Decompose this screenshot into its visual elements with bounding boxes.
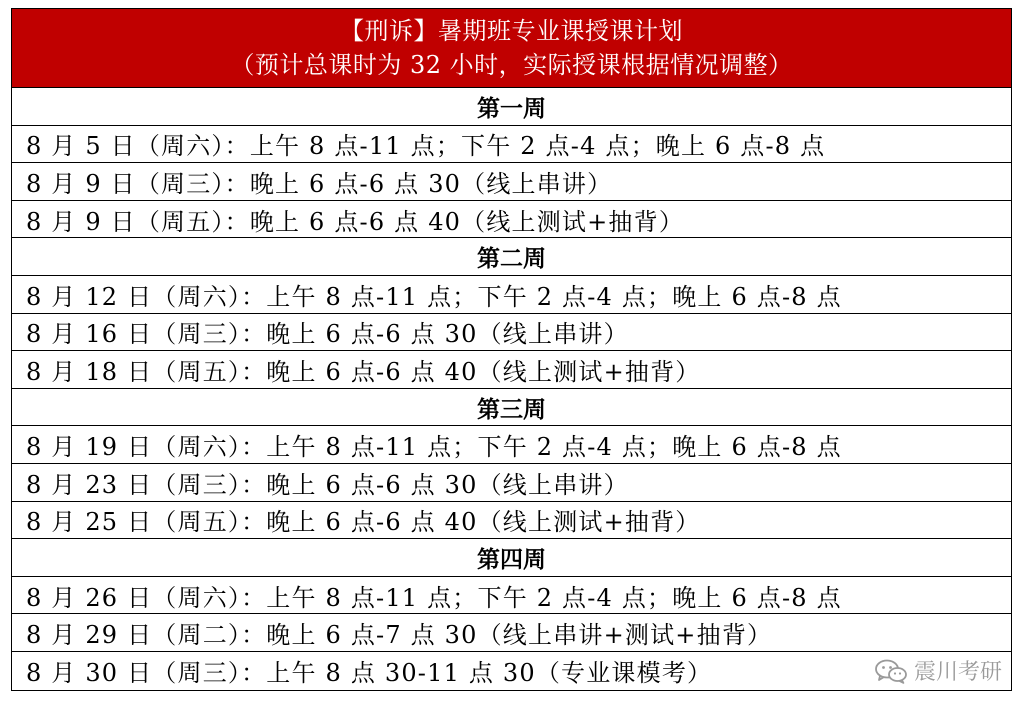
schedule-row: 8 月 9 日（周三）：晚上 6 点-6 点 30（线上串讲） — [12, 163, 1011, 201]
schedule-row: 8 月 29 日（周二）：晚上 6 点-7 点 30（线上串讲+测试+抽背） — [12, 614, 1011, 652]
watermark — [874, 655, 1002, 686]
schedule-row: 8 月 9 日（周五）：晚上 6 点-6 点 40（线上测试+抽背） — [12, 201, 1011, 239]
schedule-row: 8 月 25 日（周五）：晚上 6 点-6 点 40（线上测试+抽背） — [12, 502, 1011, 540]
schedule-subtitle: （预计总课时为 32 小时，实际授课根据情况调整） — [230, 51, 793, 79]
week-heading-1: 第一周 — [12, 88, 1011, 126]
schedule-header — [12, 9, 1011, 88]
schedule-row: 8 月 5 日（周六）：上午 8 点-11 点；下午 2 点-4 点；晚上 6 点-8 点 — [12, 126, 1011, 164]
schedule-row: 8 月 30 日（周三）：上午 8 点 30-11 点 30（专业课模考） — [26, 659, 713, 688]
watermark-text: 震川考研 — [913, 660, 1002, 685]
schedule-table — [11, 8, 1012, 691]
schedule-row: 8 月 12 日（周六）：上午 8 点-11 点；下午 2 点-4 点；晚上 6 点-8 点 — [12, 276, 1011, 314]
schedule-row: 8 月 19 日（周六）：上午 8 点-11 点；下午 2 点-4 点；晚上 6 点-8 点 — [12, 426, 1011, 464]
schedule-row: 8 月 23 日（周三）：晚上 6 点-6 点 30（线上串讲） — [12, 464, 1011, 502]
week-heading-4: 第四周 — [12, 539, 1011, 577]
schedule-row: 8 月 16 日（周三）：晚上 6 点-6 点 30（线上串讲） — [12, 314, 1011, 352]
wechat-icon — [874, 658, 908, 684]
schedule-title: 【刑诉】暑期班专业课授课计划 — [340, 17, 683, 45]
week-heading-3: 第三周 — [12, 389, 1011, 427]
schedule-row: 8 月 18 日（周五）：晚上 6 点-6 点 40（线上测试+抽背） — [12, 351, 1011, 389]
schedule-row: 8 月 26 日（周六）：上午 8 点-11 点；下午 2 点-4 点；晚上 6 点-8 点 — [12, 577, 1011, 615]
week-heading-2: 第二周 — [12, 238, 1011, 276]
